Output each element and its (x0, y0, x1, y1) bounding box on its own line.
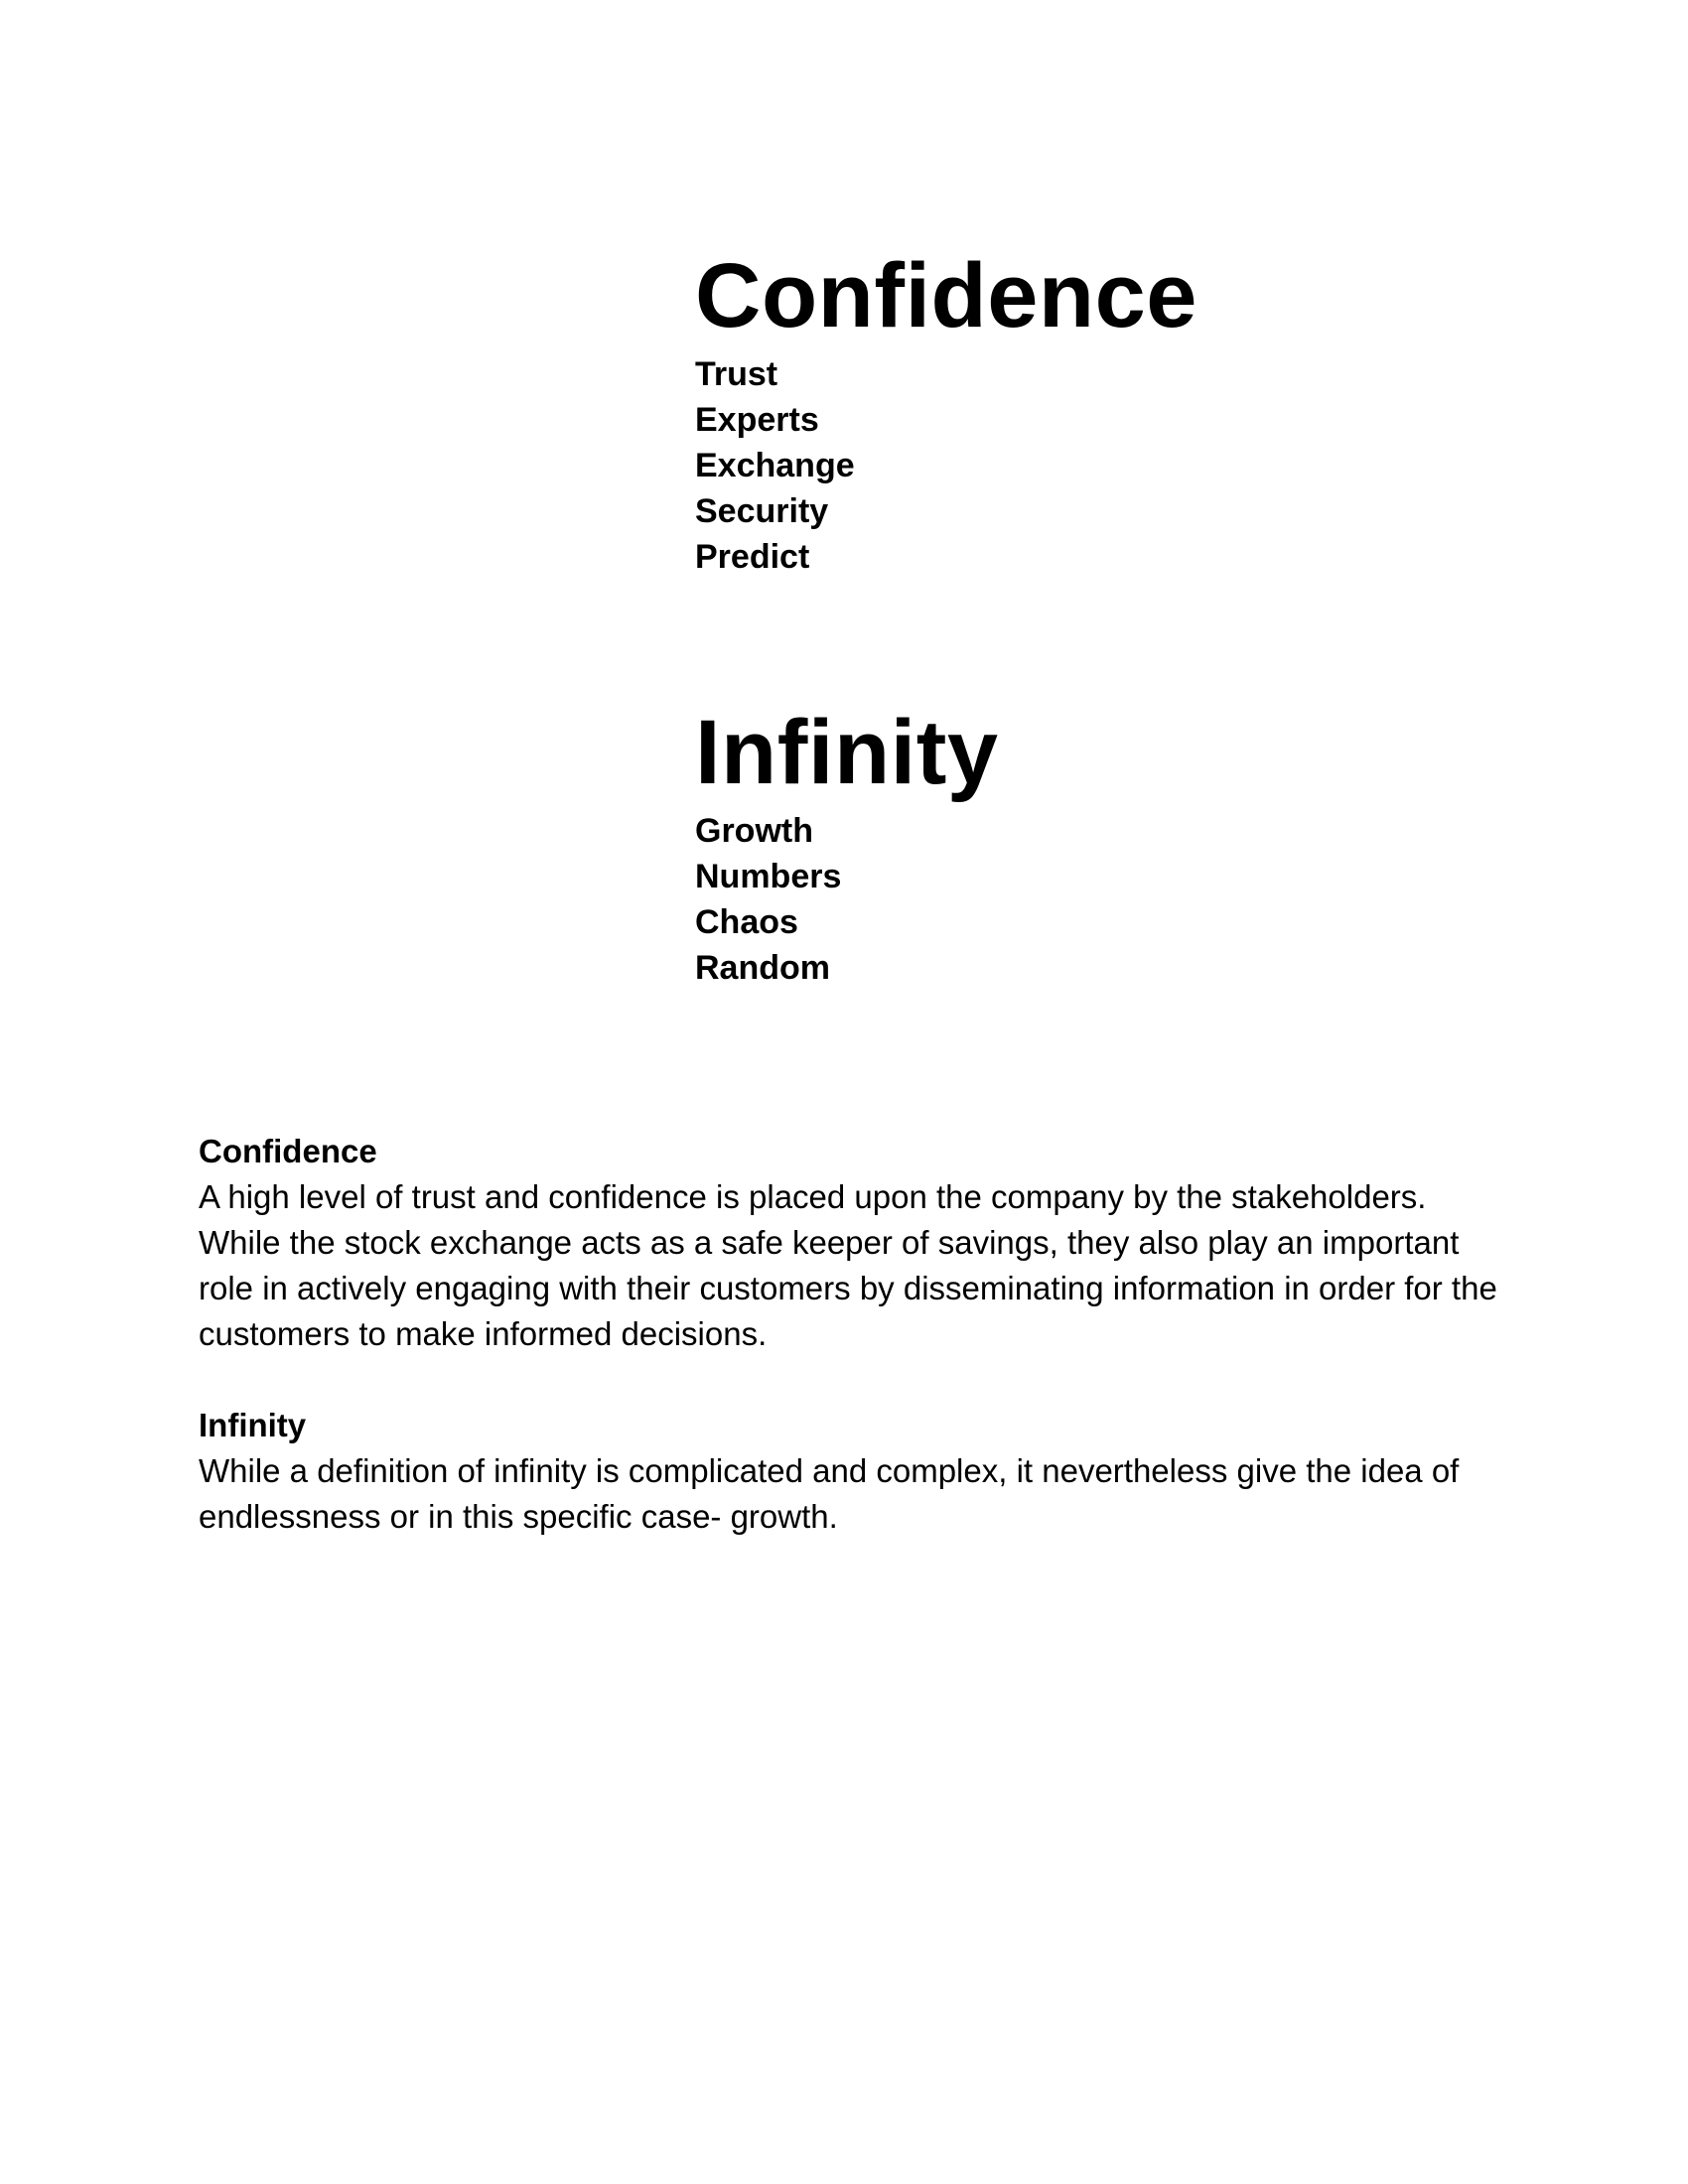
word-item: Exchange (695, 447, 855, 484)
confidence-section (695, 246, 1197, 580)
description-title: Confidence (199, 1133, 377, 1169)
word-item: Chaos (695, 903, 798, 941)
confidence-word-list (695, 351, 1197, 580)
description-text: While a definition of infinity is complicated and complex, it nevertheless give the idea of endlessness or in this specific case- growth. (199, 1452, 1460, 1535)
word-item: Growth (695, 812, 813, 850)
word-item: Numbers (695, 858, 842, 895)
word-item: Random (695, 949, 830, 987)
infinity-word-list (695, 808, 999, 991)
description-title: Infinity (199, 1407, 307, 1443)
description-text: A high level of trust and confidence is placed upon the company by the stakeholders. While the stock exchange acts as a safe keeper of savings, they also play an important role in actively engaging with their customers by disseminating information in order for the customers to make informed decisions. (199, 1178, 1497, 1352)
word-item: Trust (695, 355, 778, 393)
infinity-title: Infinity (695, 702, 999, 803)
descriptions (199, 1129, 1509, 1585)
word-item: Experts (695, 401, 819, 439)
confidence-description (199, 1129, 1509, 1357)
word-item: Predict (695, 538, 810, 576)
confidence-title: Confidence (695, 245, 1197, 346)
infinity-description (199, 1403, 1509, 1540)
infinity-section (695, 703, 999, 991)
word-item: Security (695, 492, 829, 530)
